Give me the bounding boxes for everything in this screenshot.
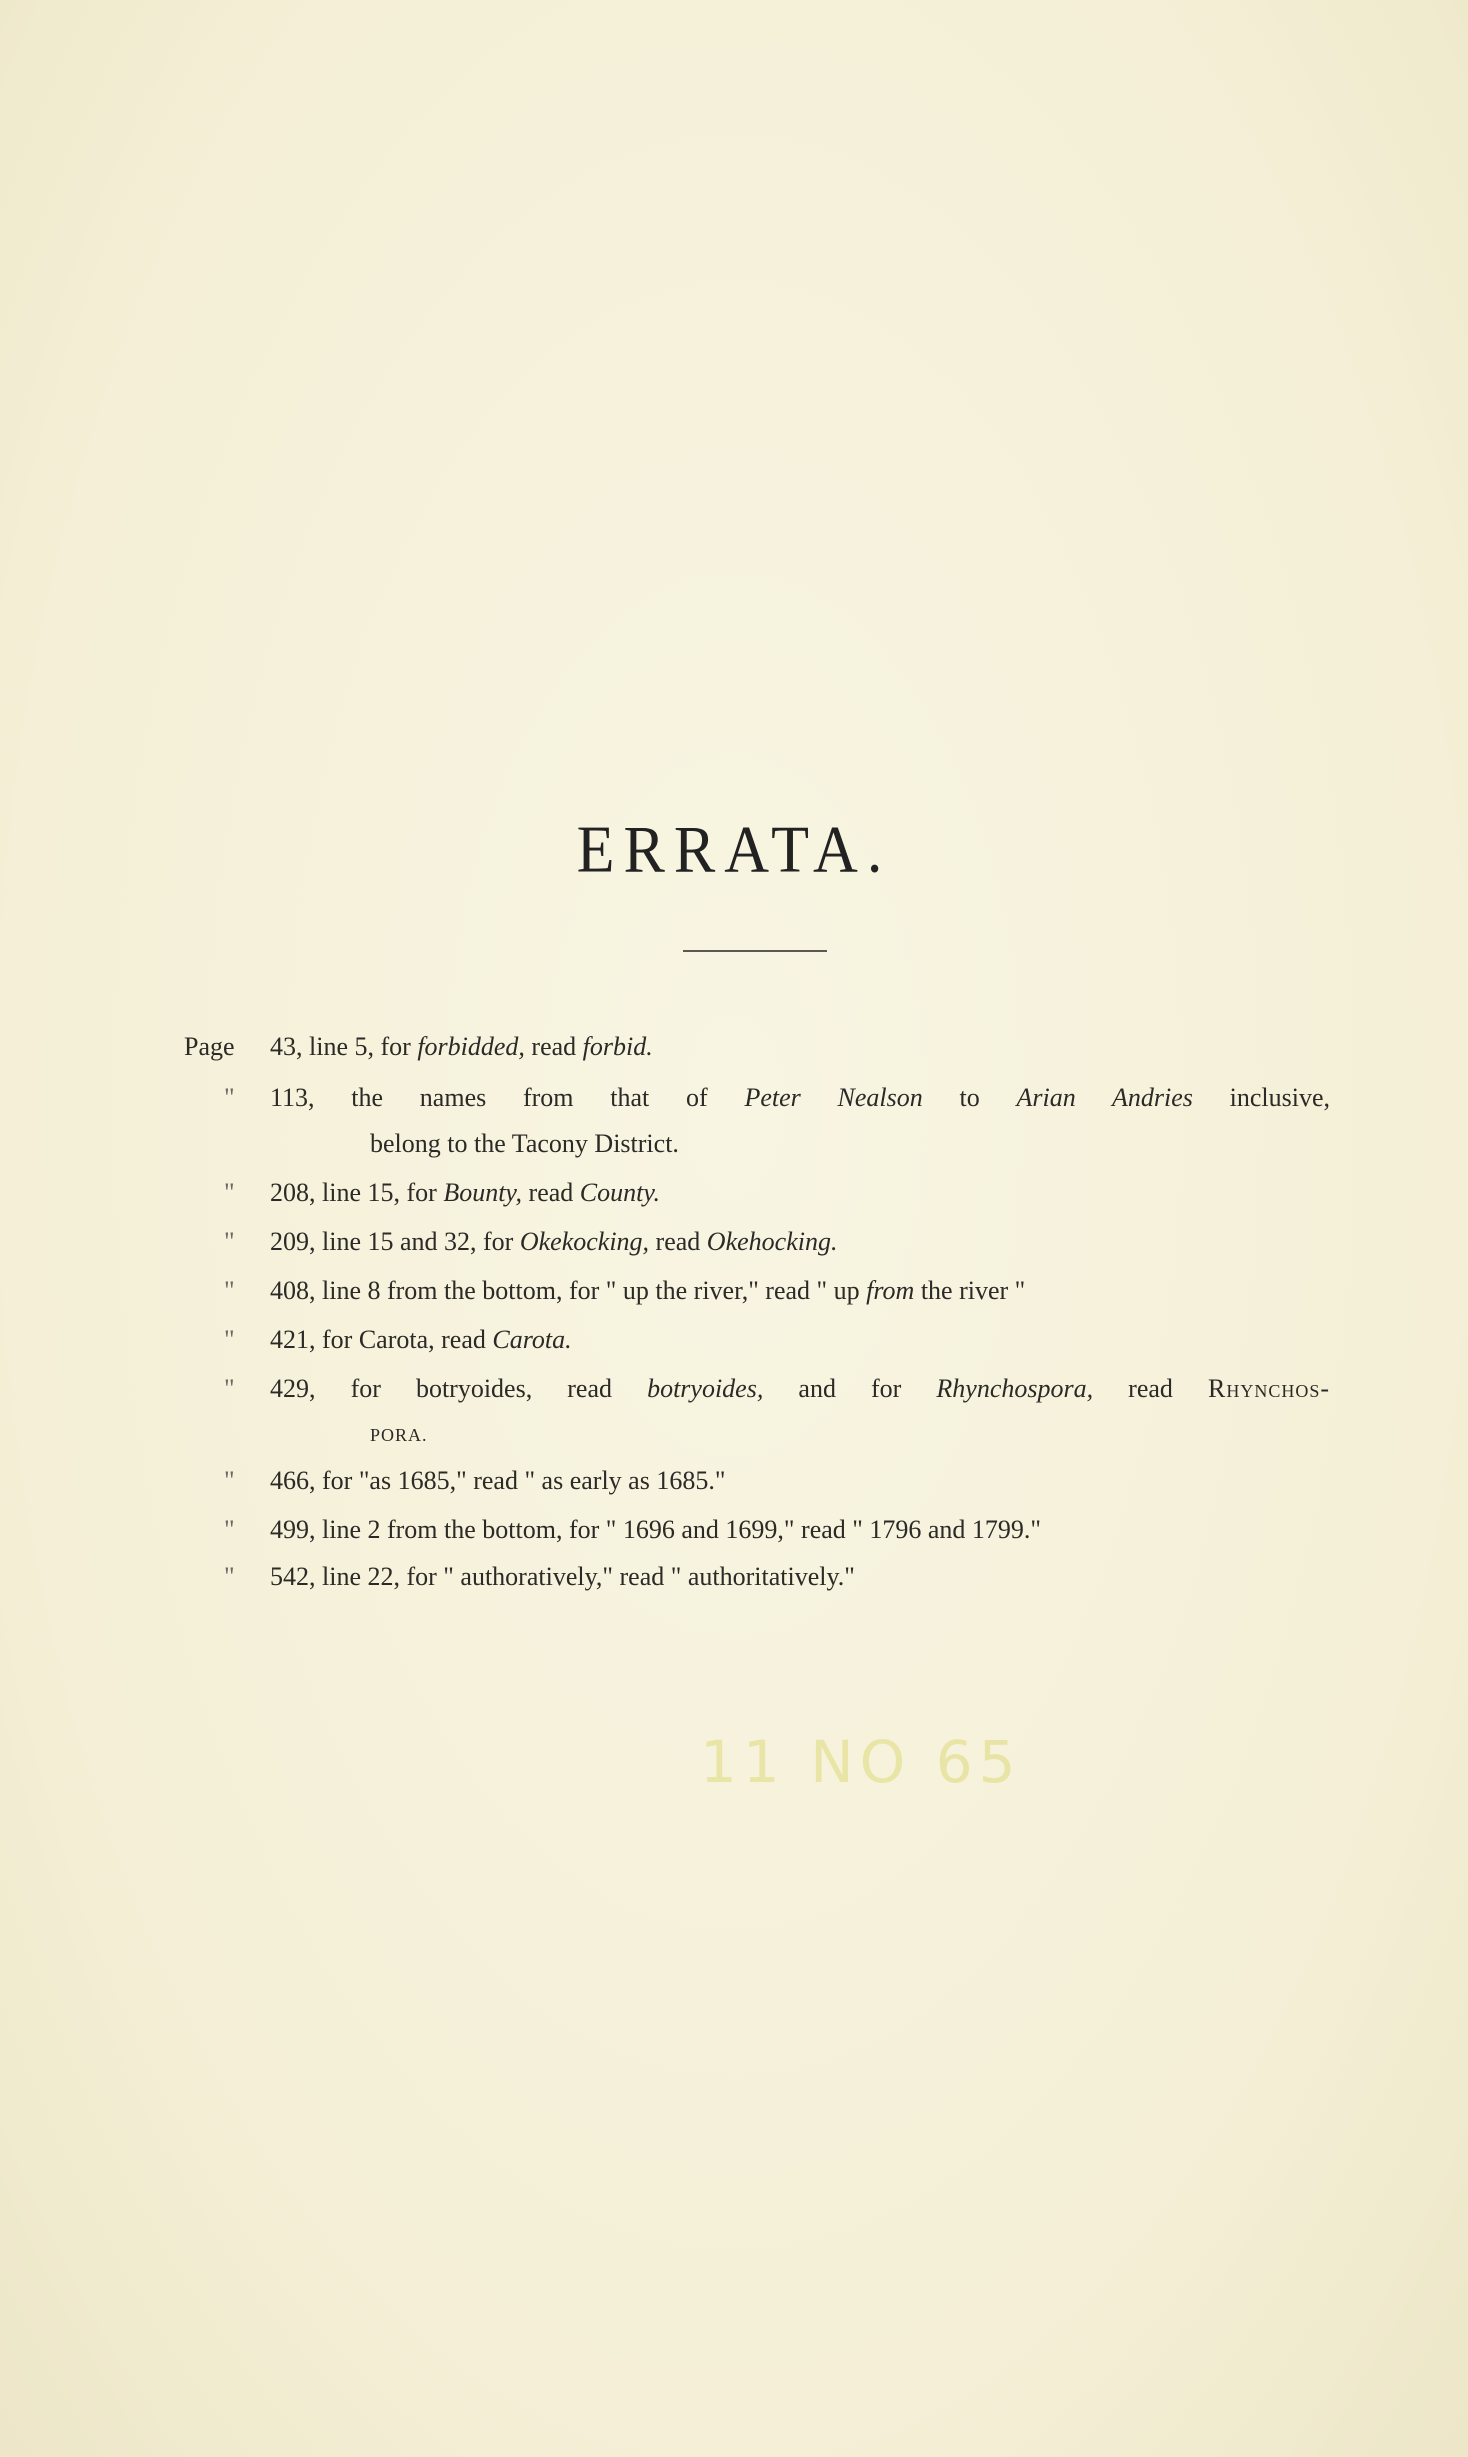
- ditto-mark: ": [224, 1083, 235, 1112]
- entry-text: 429, for botryoides, read botryoides, and for Rhynchospora, read Rhynchos-: [270, 1374, 1330, 1403]
- entry-text: 408, line 8 from the bottom, for " up the river," read " up from the river ": [270, 1276, 1026, 1305]
- entry-text: 209, line 15 and 32, for Okekocking, read Okehocking.: [270, 1227, 838, 1256]
- ditto-mark: ": [224, 1466, 235, 1495]
- entry-text: 208, line 15, for Bounty, read County.: [270, 1178, 660, 1207]
- divider-rule: [683, 950, 827, 952]
- entry-text: 43, line 5, for forbidded, read forbid.: [270, 1032, 653, 1061]
- page-title: ERRATA.: [576, 813, 892, 887]
- entry-text: 542, line 22, for " authoratively," read " authoritatively.": [270, 1562, 855, 1591]
- ditto-mark: ": [224, 1276, 235, 1305]
- ditto-mark: ": [224, 1374, 235, 1403]
- entry-text: 466, for "as 1685," read " as early as 1685.": [270, 1466, 726, 1495]
- entry-text: 421, for Carota, read Carota.: [270, 1325, 572, 1354]
- entry-text: 499, line 2 from the bottom, for " 1696 and 1699," read " 1796 and 1799.": [270, 1515, 1042, 1544]
- ditto-mark: ": [224, 1562, 235, 1591]
- library-stamp: 11 NO 65: [700, 1728, 1022, 1796]
- entry-lead: Page: [184, 1032, 235, 1061]
- entry-continuation: belong to the Tacony District.: [370, 1129, 679, 1158]
- entry-continuation: PORA.: [370, 1425, 428, 1445]
- ditto-mark: ": [224, 1178, 235, 1207]
- ditto-mark: ": [224, 1227, 235, 1256]
- ditto-mark: ": [224, 1325, 235, 1354]
- ditto-mark: ": [224, 1515, 235, 1544]
- entry-text: 113, the names from that of Peter Nealson to Arian Andries inclusive,: [270, 1083, 1331, 1112]
